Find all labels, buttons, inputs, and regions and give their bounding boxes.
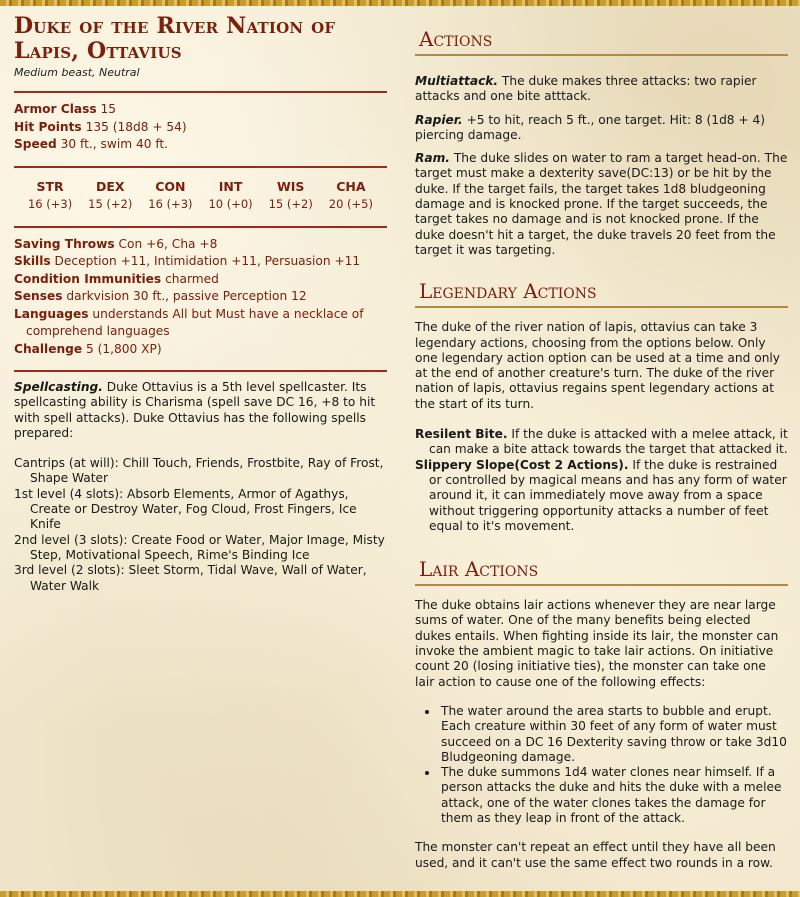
ability-score: 10 (+0) (208, 196, 253, 211)
languages-value: understands All but Must have a necklace of comprehend languages (26, 306, 364, 338)
ability-score: 15 (+2) (268, 196, 313, 211)
languages-label: Languages (14, 306, 89, 321)
ability-wis (263, 178, 319, 212)
divider (14, 370, 387, 372)
legendary-text: If the duke is restrained or controlled by magical means and has any form of water around it, it can immediately move away from a space without triggering opportunity attacks a number of feet equal to it's movement. (429, 457, 787, 533)
saving-throws-label: Saving Throws (14, 236, 115, 251)
spellcasting-trait (14, 380, 387, 441)
legendary-slippery-slope (415, 458, 788, 534)
ability-con (142, 178, 198, 212)
challenge-row (14, 341, 387, 359)
action-name: Multiattack. (415, 74, 499, 88)
condition-immunities-row (14, 271, 387, 289)
senses-value: darkvision 30 ft., passive Perception 12 (66, 289, 307, 303)
lair-effect-item: • The water around the area starts to bubble and erupt. Each creature within 30 feet of any form of water must succeed on a DC 16 Dexterity saving throw or take 3d10 Bludgeoning damage. (439, 704, 788, 765)
speed-label: Speed (14, 137, 57, 151)
legendary-intro: The duke of the river nation of lapis, ottavius can take 3 legendary actions, choosing from the options below. Only one legendary action option can be used at a time and only at the end of another creature's turn. The duke of the river nation of lapis, ottavius regains spent legendary actions at the start of its turn. (415, 320, 781, 411)
legendary-name: Resilent Bite. (415, 427, 508, 442)
spell-list (14, 456, 387, 594)
ability-name: INT (218, 178, 243, 194)
monster-name-line-1: Duke of the River Nation of (14, 13, 336, 39)
action-text: +5 to hit, reach 5 ft., one target. Hit: 8 (1d8 + 4) piercing damage. (415, 112, 766, 142)
ability-score: 15 (+2) (88, 196, 133, 211)
spell-line-1st: 1st level (4 slots): Absorb Elements, Armor of Agathys, Create or Destroy Water, Fog Cloud, Frost Fingers, Ice Knife (14, 486, 357, 532)
legendary-list (415, 427, 788, 534)
lair-outro: The monster can't repeat an effect until they have all been used, and it can't use the same effect two rounds in a row. (415, 840, 776, 870)
ability-dex (82, 178, 138, 212)
legendary-resilent-bite (415, 427, 788, 458)
actions-heading: Actions (415, 26, 788, 56)
ability-cha (323, 178, 379, 212)
stat-block-right-column (415, 26, 788, 871)
ability-scores (14, 176, 387, 214)
ability-score: 20 (+5) (328, 196, 373, 211)
ability-name: WIS (276, 178, 305, 194)
condition-immunities-value: charmed (165, 271, 219, 286)
spellcasting-text: Duke Ottavius is a 5th level spellcaster. Its spellcasting ability is Charisma (spell save DC 16, +8 to hit with spell attacks). Duke Ottavius has the following spells prepared: (14, 380, 376, 440)
action-ram (415, 151, 788, 258)
saving-throws-value: Con +6, Cha +8 (118, 236, 218, 251)
spell-line-cantrips: Cantrips (at will): Chill Touch, Friends, Frostbite, Ray of Frost, Shape Water (14, 456, 384, 486)
spellcasting-label: Spellcasting. (14, 380, 103, 394)
ability-str (22, 178, 78, 212)
hit-points-value: 135 (18d8 + 54) (85, 119, 187, 134)
challenge-value: 5 (1,800 XP) (86, 341, 162, 356)
spell-line-3rd: 3rd level (2 slots): Sleet Storm, Tidal Wave, Wall of Water, Water Walk (14, 563, 367, 593)
top-border (0, 0, 800, 6)
ability-score: 16 (+3) (27, 196, 73, 211)
armor-class-label: Armor Class (14, 102, 97, 116)
spell-line-2nd: 2nd level (3 slots): Create Food or Water, Major Image, Misty Step, Motivational Speech, Rime's Binding Ice (14, 532, 385, 562)
skills-value: Deception +11, Intimidation +11, Persuasion +11 (54, 254, 361, 268)
lair-effect-item: • The duke summons 1d4 water clones near himself. If a person attacks the duke and hits the duke with a melee attack, one of the water clones takes the damage for them as they leap in front of the attack. (439, 765, 788, 826)
action-name: Ram. (415, 151, 450, 166)
saving-throws-row (14, 236, 387, 254)
senses-row (14, 288, 387, 306)
ability-name: CHA (336, 178, 366, 194)
legendary-name: Slippery Slope(Cost 2 Actions). (415, 457, 629, 472)
ability-name: STR (36, 178, 64, 194)
condition-immunities-label: Condition Immunities (14, 271, 162, 286)
divider (14, 226, 387, 228)
lair-effects-list (439, 704, 788, 826)
skills-row (14, 253, 387, 271)
hit-points-label: Hit Points (14, 119, 82, 134)
armor-class-row (14, 101, 387, 119)
divider (14, 91, 387, 93)
legendary-actions-heading: Legendary Actions (415, 278, 788, 308)
action-text: The duke makes three attacks: two rapier attacks and one bite atttack. (415, 74, 757, 104)
action-name: Rapier. (415, 112, 463, 127)
action-text: The duke slides on water to ram a target head-on. The target must make a dexterity save(DC:13) or be hit by the duke. If the target fails, the target takes 1d8 bludgeoning damage and is knocked prone. If the target succeeds, the target takes no damage and is not knocked prone. If the duke doesn't hit a target, the duke travels 20 feet from the target it was targeting. (415, 151, 788, 257)
action-multiattack (415, 74, 788, 105)
armor-class-value: 15 (100, 102, 117, 116)
monster-name-line-2: Lapis, Ottavius (14, 38, 182, 64)
lair-intro: The duke obtains lair actions whenever they are near large sums of water. One of the many benefits being elected dukes entails. When fighting inside its lair, the monster can invoke the ambient magic to take lair actions. On initiative count 20 (losing initiative ties), the monster can take one lair action to cause one of the following effects: (415, 598, 779, 689)
ability-name: DEX (95, 178, 125, 194)
stat-block-left-column (14, 14, 387, 594)
lair-actions-heading: Lair Actions (415, 556, 788, 586)
speed-row (14, 136, 387, 154)
hit-points-row (14, 119, 387, 137)
divider (14, 166, 387, 168)
bottom-border (0, 891, 800, 897)
ability-score: 16 (+3) (148, 196, 193, 211)
languages-row (14, 306, 387, 341)
skills-label: Skills (14, 254, 51, 268)
legendary-text: If the duke is attacked with a melee attack, it can make a bite attack towards the target that attacked it. (429, 427, 788, 457)
speed-value: 30 ft., swim 40 ft. (60, 137, 169, 151)
senses-label: Senses (14, 289, 63, 303)
monster-meta: Medium beast, Neutral (14, 66, 140, 79)
ability-int (203, 178, 259, 212)
action-rapier (415, 113, 788, 144)
challenge-label: Challenge (14, 341, 83, 356)
ability-name: CON (155, 178, 186, 194)
monster-name (14, 14, 387, 64)
